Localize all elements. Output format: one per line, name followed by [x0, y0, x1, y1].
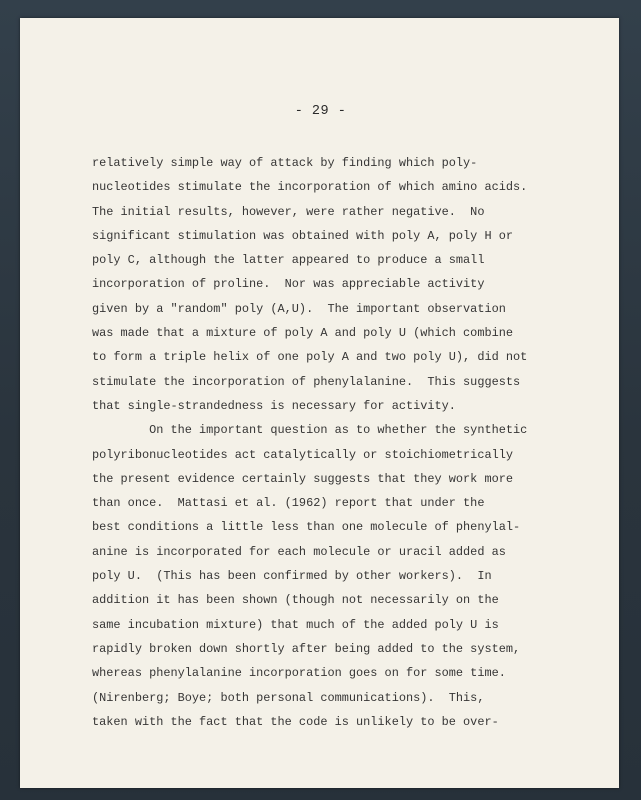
- text-line: the present evidence certainly suggests that they work more: [92, 471, 513, 486]
- text-line: stimulate the incorporation of phenylalanine. This suggests: [92, 374, 521, 389]
- body-text: [92, 151, 562, 734]
- text-line: than once. Mattasi et al. (1962) report that under the: [92, 496, 485, 511]
- text-line: relatively simple way of attack by finding which poly-: [92, 156, 478, 170]
- text-line: polyribonucleotides act catalytically or stoichiometrically: [92, 447, 513, 462]
- text-line: addition it has been shown (though not necessarily on the: [92, 593, 499, 608]
- text-line: whereas phenylalanine incorporation goes on for some time.: [92, 666, 506, 681]
- text-line: poly C, although the latter appeared to produce a small: [92, 253, 485, 268]
- text-line: taken with the fact that the code is unlikely to be over-: [92, 714, 499, 729]
- text-line: to form a triple helix of one poly A and two poly U), did not: [92, 350, 528, 365]
- text-line: On the important question as to whether the synthetic: [92, 423, 528, 438]
- text-line: The initial results, however, were rather negative. No: [92, 204, 485, 219]
- text-line: nucleotides stimulate the incorporation of which amino acids.: [92, 180, 528, 195]
- text-line: poly U. (This has been confirmed by other workers). In: [92, 569, 492, 584]
- text-line: anine is incorporated for each molecule or uracil added as: [92, 544, 506, 559]
- text-line: (Nirenberg; Boye; both personal communications). This,: [92, 690, 485, 705]
- text-line: was made that a mixture of poly A and poly U (which combine: [92, 326, 513, 341]
- text-line: best conditions a little less than one molecule of phenylal-: [92, 520, 521, 535]
- text-line: rapidly broken down shortly after being added to the system,: [92, 641, 521, 656]
- text-line: significant stimulation was obtained with poly A, poly H or: [92, 228, 513, 243]
- page-number: - 29 -: [294, 104, 347, 119]
- text-line: incorporation of proline. Nor was appreciable activity: [92, 277, 485, 292]
- text-line: given by a "random" poly (A,U). The important observation: [92, 301, 506, 316]
- text-line: same incubation mixture) that much of the added poly U is: [92, 617, 499, 632]
- text-line: that single-strandedness is necessary for activity.: [92, 398, 456, 413]
